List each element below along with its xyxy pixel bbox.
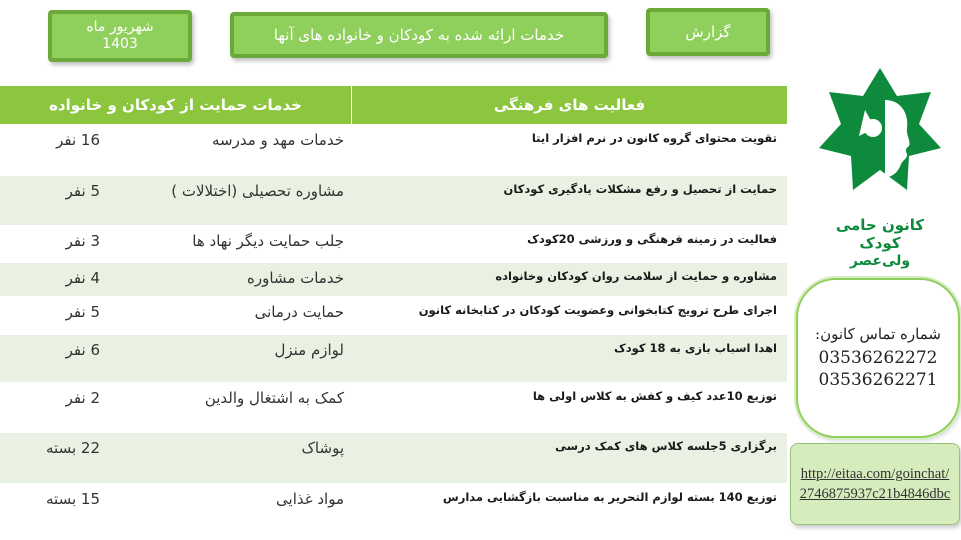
service-cell: پوشاک (301, 439, 344, 457)
count-cell: 6 نفر (65, 341, 100, 359)
service-cell: مواد غذایی (276, 490, 344, 508)
header-activities: فعالیت های فرهنگی (493, 96, 646, 114)
phone-number-1: 03536262272 (818, 348, 938, 368)
service-cell: خدمات مهد و مدرسه (211, 131, 344, 149)
date-box (48, 10, 192, 62)
activity-cell: فعالیت در زمینه فرهنگی و ورزشی 20کودک (527, 232, 777, 246)
service-cell: کمک به اشتغال والدین (204, 389, 344, 407)
count-cell: 2 نفر (65, 389, 100, 407)
activity-cell: تقویت محتوای گروه کانون در نرم افزار ایتا (531, 131, 777, 145)
contact-label: شماره تماس کانون: (815, 325, 941, 343)
activity-cell: حمایت از تحصیل و رفع مشکلات یادگیری کودکان (503, 182, 777, 196)
table-row (0, 296, 787, 334)
count-cell: 15 بسته (46, 490, 100, 508)
count-cell: 3 نفر (65, 232, 100, 250)
service-cell: جلب حمایت دیگر نهاد ها (192, 232, 344, 250)
service-cell: حمایت درمانی (254, 303, 344, 321)
table-row (0, 483, 787, 537)
organization-logo (815, 66, 945, 269)
logo-line2: ولی‌عصر (849, 253, 911, 269)
contact-box (796, 278, 960, 438)
table-row (0, 262, 787, 296)
service-cell: لوازم منزل (274, 341, 344, 359)
page-title-box (230, 12, 608, 58)
activity-cell: اجرای طرح ترویج کتابخوانی وعضویت کودکان در کتابخانه کانون (418, 303, 777, 317)
phone-number-2: 03536262271 (818, 370, 938, 390)
eitaa-link-box (790, 443, 960, 525)
services-table (0, 86, 787, 540)
count-cell: 4 نفر (65, 269, 100, 287)
count-cell: 5 نفر (65, 303, 100, 321)
logo-line1: کانون حامی کودک (835, 216, 925, 252)
date-month: شهریور ماه (86, 19, 154, 35)
date-year: 1403 (102, 36, 138, 52)
table-row (0, 334, 787, 382)
activity-cell: توزیع 10عدد کیف و کفش به کلاس اولی ها (532, 389, 777, 403)
activity-cell: برگزاری 5جلسه کلاس های کمک درسی (555, 439, 777, 453)
header-services: خدمات حمایت از کودکان و خانواده (0, 86, 352, 124)
service-cell: مشاوره تحصیلی (اختلالات ) (171, 182, 344, 200)
activity-cell: اهدا اسباب بازی به 18 کودک (613, 341, 777, 355)
count-cell: 22 بسته (46, 439, 100, 457)
table-row (0, 432, 787, 483)
report-label: گزارش (685, 23, 731, 41)
service-cell: خدمات مشاوره (247, 269, 344, 287)
child-silhouette-logo-icon (815, 66, 945, 216)
activity-cell: مشاوره و حمایت از سلامت روان کودکان وخانواده (495, 269, 777, 283)
eitaa-link[interactable]: http://eitaa.com/goinchat/2746875937c21b4846dbc (799, 466, 951, 502)
activity-cell: توزیع 140 بسته لوازم التحریر به مناسبت بازگشایی مدارس (442, 490, 777, 504)
count-cell: 16 نفر (56, 131, 100, 149)
table-row (0, 175, 787, 225)
table-row (0, 382, 787, 432)
page-title: خدمات ارائه شده به کودکان و خانواده های آنها (273, 26, 565, 44)
count-cell: 5 نفر (65, 182, 100, 200)
report-box (646, 8, 770, 56)
table-header (0, 86, 787, 124)
table-row (0, 124, 787, 175)
table-row (0, 225, 787, 262)
